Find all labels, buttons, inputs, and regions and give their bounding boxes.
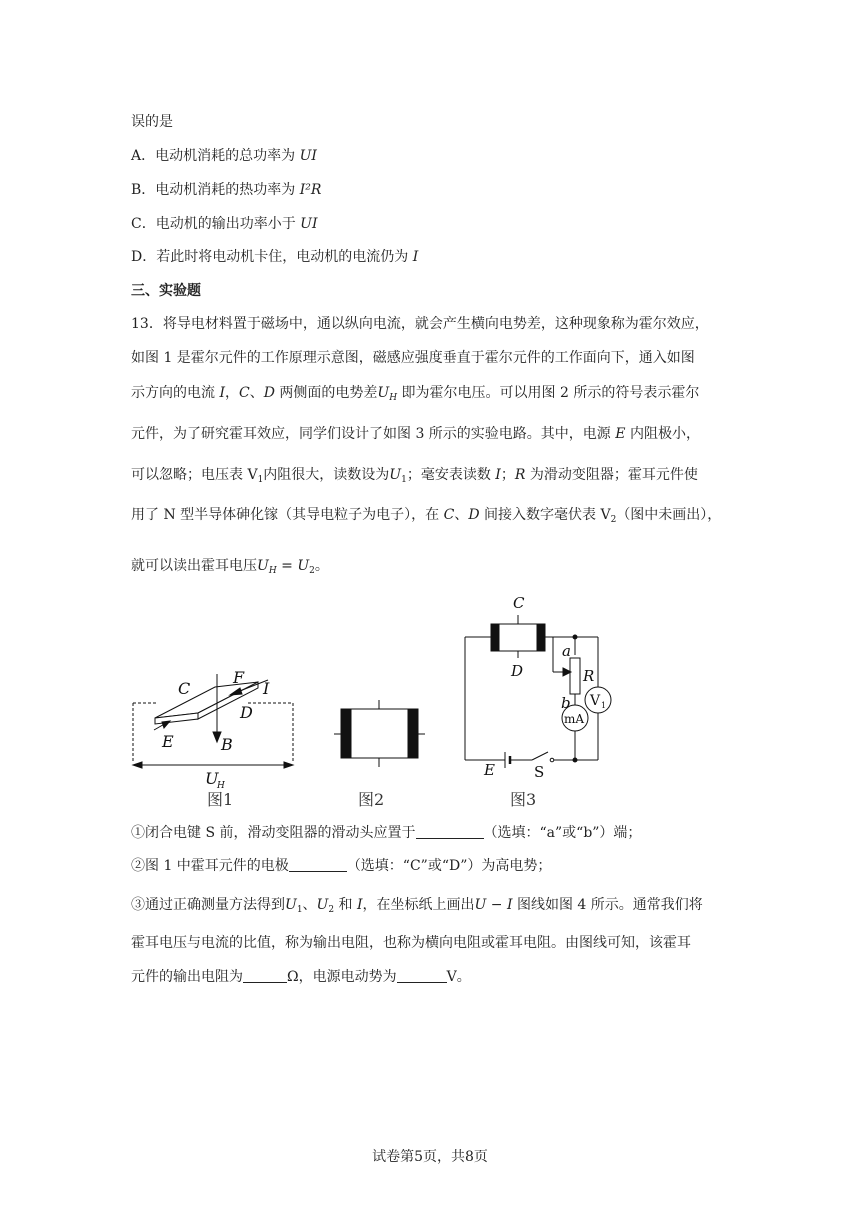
- q13-line-7: 就可以读出霍耳电压$U_H = U_2$。: [131, 558, 329, 576]
- fig1-label-e: E: [162, 732, 174, 751]
- fig1-label-d: D: [240, 703, 253, 722]
- fig2-symbol: [334, 700, 425, 767]
- q13-line-4: 元件，为了研究霍耳效应，同学们设计了如图 3 所示的实验电路。其中，电源 E 内阻极小，: [131, 426, 700, 442]
- option-c: C．电动机的输出功率小于 UI: [131, 216, 318, 232]
- page-footer: 试卷第5页，共8页: [372, 1149, 488, 1165]
- answer-blank-1[interactable]: [416, 824, 484, 839]
- sub-question-2: ②图 1 中霍耳元件的电极 （选填：“C”或“D”）为高电势；: [131, 858, 552, 874]
- fig1-label-c: C: [178, 679, 191, 698]
- q13-line-1: 13．将导电材料置于磁场中，通以纵向电流，就会产生横向电势差，这种现象称为霍尔效应，: [131, 316, 709, 332]
- svg-text:H: H: [217, 781, 225, 791]
- sub-question-3-line-2: 霍耳电压与电流的比值，称为输出电阻，也称为横向电阻或霍耳电阻。由图线可知，该霍耳: [131, 935, 691, 951]
- fig3-label-s: S: [534, 763, 545, 781]
- fig3-label-r: R: [583, 667, 595, 685]
- fig3-label-a: a: [562, 642, 571, 660]
- q13-line-2: 如图 1 是霍尔元件的工作原理示意图，磁感应强度垂直于霍尔元件的工作面向下，通入如图: [131, 350, 695, 366]
- fig1-label-b: B: [221, 735, 233, 754]
- fig1-label-f: F: [233, 668, 245, 687]
- fig1-label-i: I: [263, 679, 270, 698]
- q13-line-3: 示方向的电流 I，C、D 两侧面的电势差$U_H$ 即为霍尔电压。可以用图 2 所示的符号表示霍尔: [131, 385, 700, 403]
- section-title: 三、实验题: [131, 283, 201, 299]
- fig1-caption: 图1: [207, 790, 234, 809]
- q13-line-5: 可以忽略；电压表 $V_1$内阻很大，读数设为$U_1$；毫安表读数 I；R 为滑动变阻器；霍耳元件使: [131, 467, 698, 485]
- option-b: B．电动机消耗的热功率为 I²R: [131, 182, 322, 198]
- sub-question-3-line-1: ③通过正确测量方法得到$U_1$、$U_2$ 和 I，在坐标纸上画出U − I 图线如图 4 所示。通常我们将: [131, 897, 703, 915]
- fig3-label-v: V: [590, 693, 601, 709]
- fig3-circuit: [465, 615, 611, 768]
- option-a: A．电动机消耗的总功率为 UI: [131, 148, 317, 164]
- answer-blank-4[interactable]: [397, 968, 447, 983]
- sub-question-1: ①闭合电键 S 前，滑动变阻器的滑动头应置于 （选填：“a”或“b”）端；: [131, 825, 642, 841]
- fig1-label-u: U: [205, 769, 219, 788]
- fig2-caption: 图2: [358, 790, 385, 809]
- fig3-label-ma: mA: [564, 712, 585, 726]
- answer-blank-3[interactable]: [243, 968, 287, 983]
- q13-line-6: 用了 N 型半导体砷化镓（其导电粒子为电子），在 C、D 间接入数字毫伏表 $V_2$（图中未画出），: [131, 507, 722, 525]
- fig3-label-e: E: [484, 761, 495, 779]
- fig3-label-b: b: [561, 694, 571, 712]
- answer-blank-2[interactable]: [289, 857, 347, 872]
- intro-tail: 误的是: [131, 114, 173, 130]
- fig3-label-d: D: [511, 662, 524, 680]
- fig3-label-c: C: [513, 594, 525, 612]
- figures: [120, 590, 620, 815]
- option-d: D．若此时将电动机卡住，电动机的电流仍为 I: [131, 249, 419, 265]
- svg-text:1: 1: [601, 701, 607, 710]
- sub-question-3-line-3: 元件的输出电阻为 Ω，电源电动势为 V。: [131, 969, 471, 985]
- fig3-caption: 图3: [510, 790, 537, 809]
